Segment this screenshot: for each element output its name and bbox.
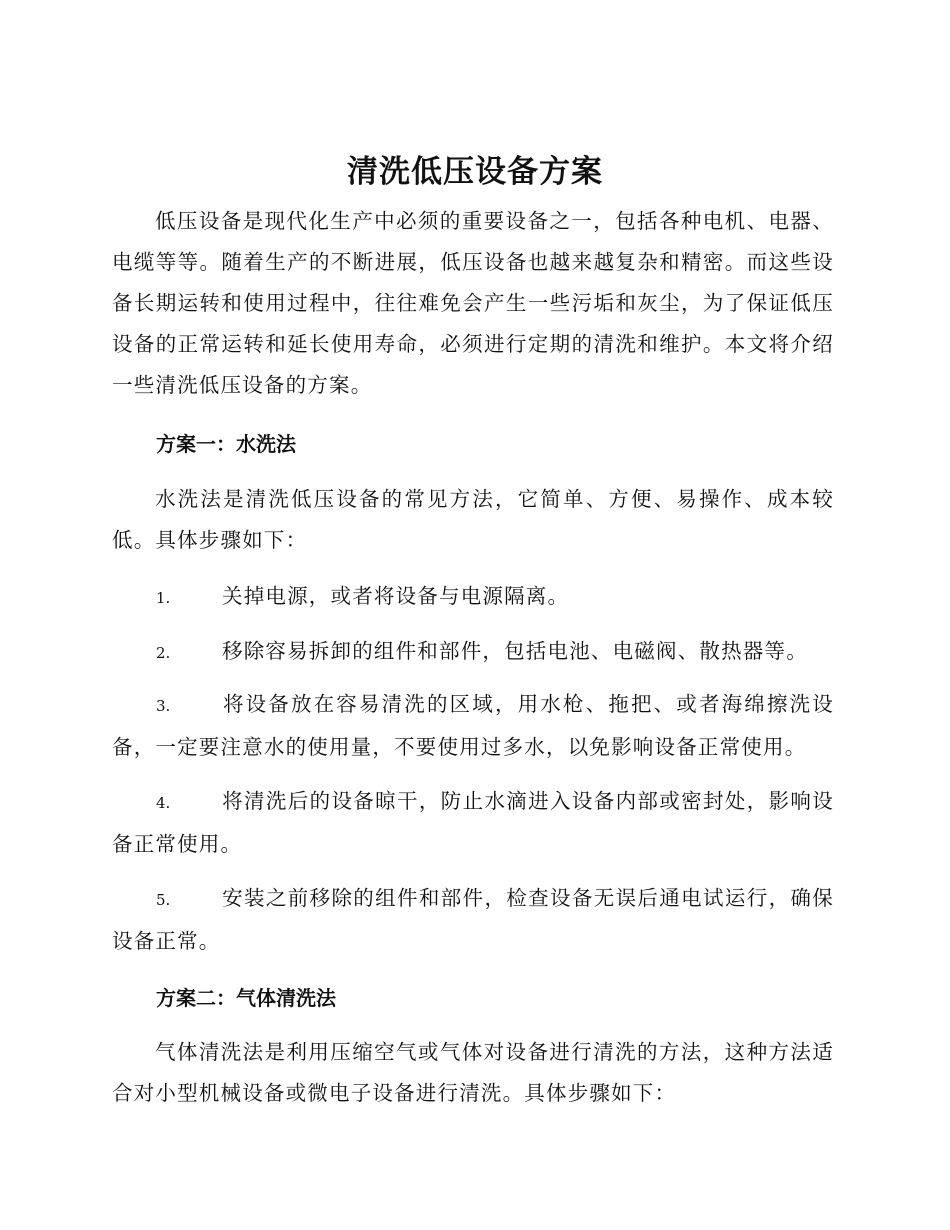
- list-item-text: 关掉电源，或者将设备与电源隔离。: [222, 584, 570, 608]
- list-item: [112, 878, 834, 962]
- section-1-paragraph: 水洗法是清洗低压设备的常见方法，它简单、方便、易操作、成本较低。具体步骤如下：: [112, 487, 834, 552]
- list-number: 2.: [156, 644, 171, 662]
- list-item-text: 将设备放在容易清洗的区域，用水枪、拖把、或者海绵擦洗设备，一定要注意水的使用量，不要使用过多水，以免影响设备正常使用。: [112, 692, 834, 759]
- list-item-text: 将清洗后的设备晾干，防止水滴进入设备内部或密封处，影响设备正常使用。: [112, 789, 834, 856]
- list-item: [112, 684, 834, 768]
- document-title: 清洗低压设备方案: [347, 154, 603, 190]
- list-item-text: 移除容易拆卸的组件和部件，包括电池、电磁阀、散热器等。: [222, 639, 808, 663]
- intro-paragraph: 低压设备是现代化生产中必须的重要设备之一，包括各种电机、电器、电缆等等。随着生产的不断进展，低压设备也越来越复杂和精密。而这些设备长期运转和使用过程中，往往难免会产生一些污垢和灰尘，为了保证低压设备的正常运转和延长使用寿命，必须进行定期的清洗和维护。本文将介绍一些清洗低压设备的方案。: [112, 209, 834, 397]
- list-number: 3.: [156, 697, 171, 715]
- section-heading-2: 方案二：气体清洗法: [156, 986, 336, 1010]
- list-item: [112, 631, 834, 674]
- section-2-paragraph: 气体清洗法是利用压缩空气或气体对设备进行清洗的方法，这种方法适合对小型机械设备或微电子设备进行清洗。具体步骤如下：: [112, 1040, 834, 1105]
- list-number: 4.: [156, 794, 171, 812]
- list-number: 1.: [156, 589, 171, 607]
- list-item-text: 安装之前移除的组件和部件，检查设备无误后通电试运行，确保设备正常。: [112, 886, 834, 953]
- list-number: 5.: [156, 891, 171, 909]
- section-heading-1: 方案一：水洗法: [156, 432, 296, 456]
- list-item: [112, 781, 834, 865]
- list-item: [112, 576, 834, 619]
